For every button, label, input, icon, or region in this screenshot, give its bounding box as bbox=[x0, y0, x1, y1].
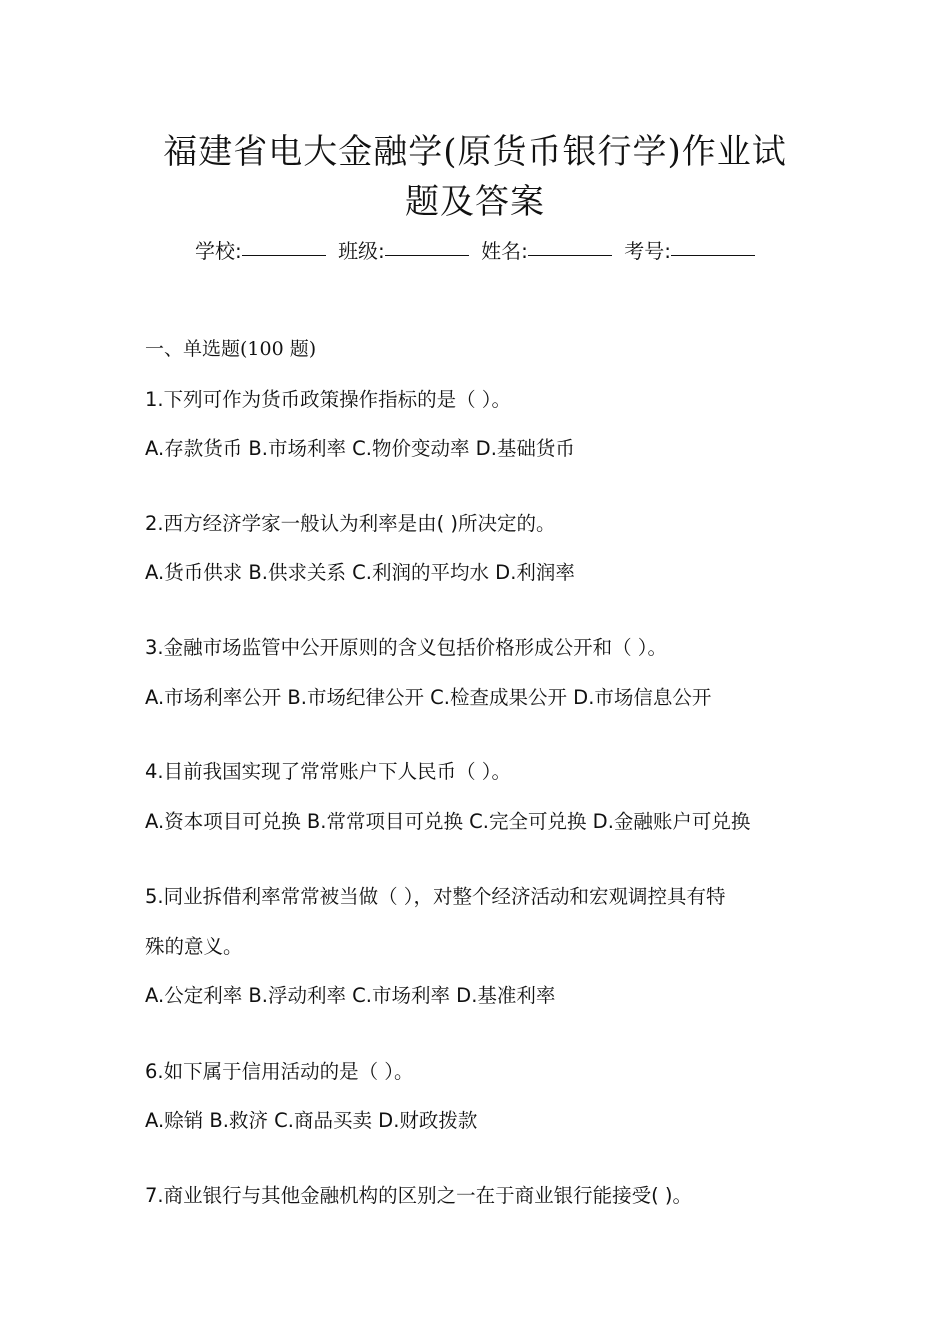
question-2-stem: 2.西方经济学家一般认为利率是由( )所决定的。 bbox=[145, 512, 556, 535]
question-6-options: A.赊销 B.救济 C.商品买卖 D.财政拨款 bbox=[145, 1109, 478, 1132]
question-7-stem: 7.商业银行与其他金融机构的区别之一在于商业银行能接受( )。 bbox=[145, 1184, 693, 1207]
exam-number-label: 考号: bbox=[624, 239, 672, 263]
question-4-options: A.资本项目可兑换 B.常常项目可兑换 C.完全可兑换 D.金融账户可兑换 bbox=[145, 810, 751, 833]
class-label: 班级: bbox=[338, 239, 385, 263]
question-5-options: A.公定利率 B.浮动利率 C.市场利率 D.基准利率 bbox=[145, 984, 556, 1007]
question-6-stem: 6.如下属于信用活动的是（ ）。 bbox=[145, 1060, 414, 1083]
exam-number-field bbox=[624, 239, 755, 263]
document-title-line-2: 题及答案 bbox=[405, 182, 545, 222]
school-blank bbox=[242, 255, 326, 256]
document-title-line-1: 福建省电大金融学(原货币银行学)作业试 bbox=[163, 132, 787, 172]
question-1-stem: 1.下列可作为货币政策操作指标的是（ ）。 bbox=[145, 388, 512, 411]
name-blank bbox=[528, 255, 612, 256]
question-5-stem: 5.同业拆借利率常常被当做（ ），对整个经济活动和宏观调控具有特 bbox=[145, 885, 726, 908]
name-field bbox=[481, 239, 612, 263]
question-5-stem-continued: 殊的意义。 bbox=[145, 935, 243, 958]
question-3-stem: 3.金融市场监管中公开原则的含义包括价格形成公开和（ ）。 bbox=[145, 636, 668, 659]
question-1-options: A.存款货币 B.市场利率 C.物价变动率 D.基础货币 bbox=[145, 437, 575, 460]
question-3-options: A.市场利率公开 B.市场纪律公开 C.检查成果公开 D.市场信息公开 bbox=[145, 686, 712, 709]
school-label: 学校: bbox=[194, 239, 242, 263]
class-blank bbox=[385, 255, 469, 256]
name-label: 姓名: bbox=[481, 239, 528, 263]
question-4-stem: 4.目前我国实现了常常账户下人民币（ ）。 bbox=[145, 760, 512, 783]
section-heading: 一、单选题(100 题) bbox=[145, 338, 317, 360]
student-info-row bbox=[100, 236, 850, 266]
school-field bbox=[195, 239, 326, 263]
question-2-options: A.货币供求 B.供求关系 C.利润的平均水 D.利润率 bbox=[145, 561, 575, 584]
class-field bbox=[338, 239, 469, 263]
exam-number-blank bbox=[671, 255, 755, 256]
